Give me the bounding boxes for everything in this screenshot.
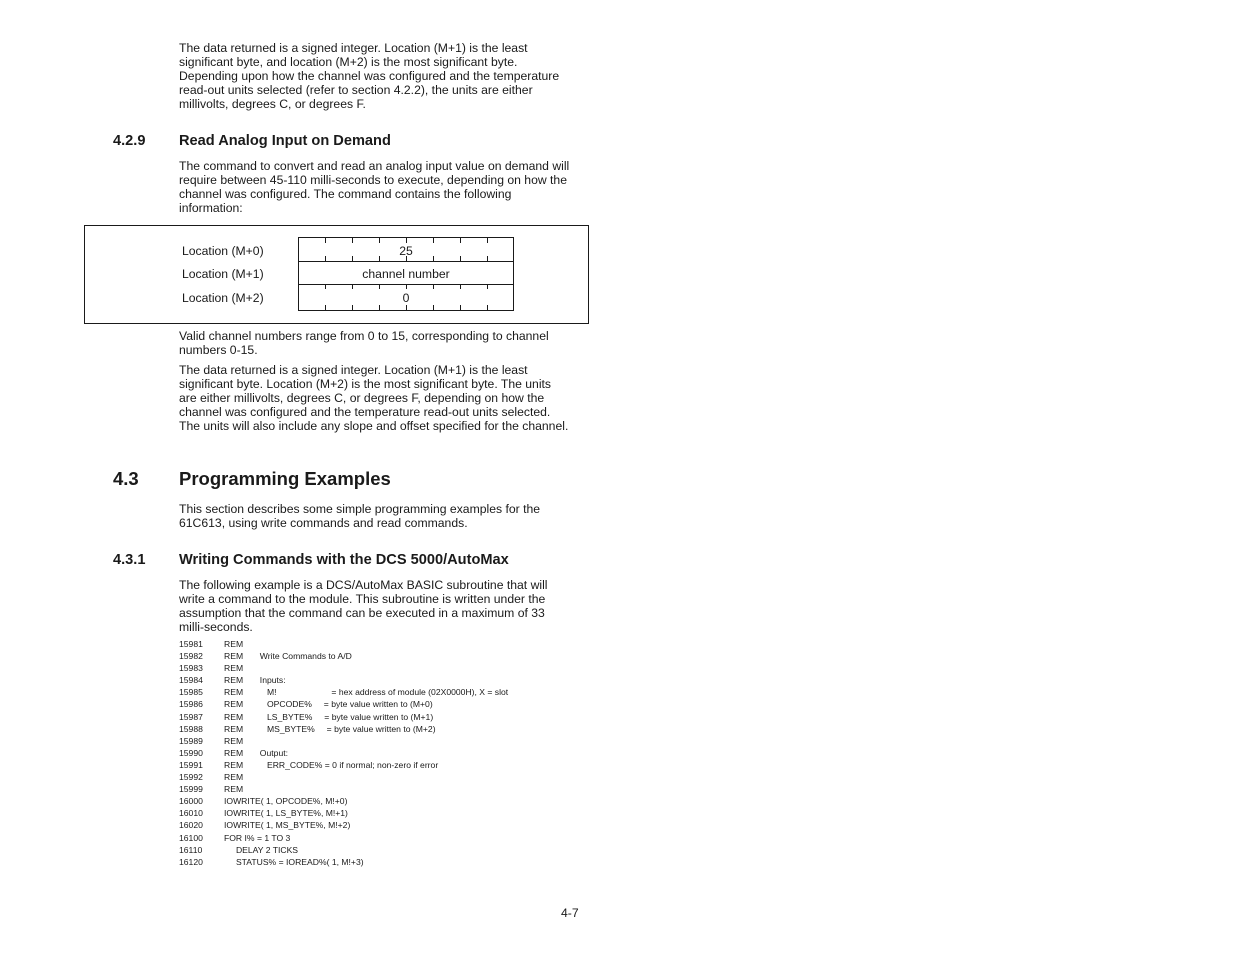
section-4-2-9-paragraph: The command to convert and read an analog input value on demand will require between 45-110 milli-seconds to execute, depending on how the channel was configured. The command contains the following information: — [179, 159, 570, 215]
bit-tick — [487, 284, 488, 289]
location-label-m1: Location (M+1) — [182, 267, 264, 281]
bit-tick — [352, 305, 353, 310]
bit-tick — [406, 238, 407, 243]
code-text: REM ERR_CODE% = 0 if normal; non-zero if error — [224, 759, 439, 770]
bit-tick — [433, 305, 434, 310]
line-number: 15987 — [179, 711, 203, 722]
bit-tick — [487, 238, 488, 243]
bit-tick — [379, 238, 380, 243]
line-number: 15988 — [179, 723, 203, 734]
code-text: STATUS% = IOREAD%( 1, M!+3) — [224, 856, 364, 867]
bit-tick — [460, 238, 461, 243]
bit-tick — [379, 305, 380, 310]
bit-tick — [325, 238, 326, 243]
bit-tick — [406, 305, 407, 310]
line-number: 15990 — [179, 747, 203, 758]
line-number: 15986 — [179, 699, 203, 710]
code-text: REM OPCODE% = byte value written to (M+0) — [224, 699, 433, 710]
code-text: REM — [224, 735, 244, 746]
location-label-m0: Location (M+0) — [182, 244, 264, 258]
line-number: 15989 — [179, 735, 203, 746]
bit-tick — [460, 284, 461, 289]
line-number: 16010 — [179, 808, 203, 819]
line-number: 15991 — [179, 759, 203, 770]
code-text: IOWRITE( 1, MS_BYTE%, M!+2) — [224, 820, 351, 831]
register-diagram — [298, 237, 514, 311]
command-figure — [84, 225, 589, 324]
location-label-m2: Location (M+2) — [182, 291, 264, 305]
line-number: 16110 — [179, 844, 203, 855]
intro-paragraph: The data returned is a signed integer. Location (M+1) is the least significant byte, and location (M+2) is the most significant byte. Depending upon how the channel was configured and the temperature read-out units selected (refer to section 4.2.2), the units are either millivolts, degrees C, or degrees F. — [179, 41, 560, 111]
code-text: FOR I% = 1 TO 3 — [224, 832, 291, 843]
code-text: REM Output: — [224, 747, 288, 758]
bit-tick — [352, 284, 353, 289]
line-number: 15983 — [179, 663, 203, 674]
line-number: 15981 — [179, 639, 203, 649]
line-number: 16000 — [179, 796, 203, 807]
section-4-3-paragraph: This section describes some simple programming examples for the 61C613, using write commands and read commands. — [179, 502, 541, 530]
line-number: 15999 — [179, 784, 203, 795]
code-text: REM — [224, 784, 244, 795]
code-text: REM — [224, 663, 244, 674]
section-4-3-1-paragraph: The following example is a DCS/AutoMax BASIC subroutine that will write a command to the module. This subroutine is written under the assumption that the command can be executed in a maximum of 33 milli-seconds. — [179, 578, 548, 634]
line-number: 15985 — [179, 687, 203, 698]
section-title-4-3: Programming Examples — [179, 468, 391, 489]
code-text: REM M! = hex address of module (02X0000H), X = slot — [224, 687, 509, 698]
bit-tick — [379, 284, 380, 289]
valid-channels-paragraph: Valid channel numbers range from 0 to 15, corresponding to channel numbers 0-15. — [179, 329, 549, 357]
code-text: IOWRITE( 1, OPCODE%, M!+0) — [224, 796, 348, 807]
code-text: REM MS_BYTE% = byte value written to (M+2) — [224, 723, 436, 734]
bit-tick — [433, 284, 434, 289]
line-number: 16100 — [179, 832, 203, 843]
line-number: 15992 — [179, 772, 203, 783]
bit-tick — [325, 305, 326, 310]
register-value-m0: 25 — [399, 244, 413, 258]
bit-tick — [406, 284, 407, 289]
section-number-4-2-9: 4.2.9 — [113, 133, 146, 149]
bit-tick — [487, 305, 488, 310]
line-number: 15984 — [179, 675, 203, 686]
code-text: DELAY 2 TICKS — [224, 844, 299, 855]
line-number: 15982 — [179, 651, 203, 662]
bit-tick — [352, 238, 353, 243]
data-returned-paragraph: The data returned is a signed integer. Location (M+1) is the least significant byte. Location (M+2) is the most significant byte. The units are either millivolts, degrees C, or degrees F, depending on how the channel was configured and the temperature read-out units selected. The units will also include any slope and offset specified for the channel. — [179, 363, 569, 433]
code-text: REM Inputs: — [224, 675, 286, 686]
register-divider — [299, 261, 513, 262]
section-title-4-2-9: Read Analog Input on Demand — [179, 133, 391, 149]
register-value-m2: 0 — [402, 291, 410, 305]
code-text: REM Write Commands to A/D — [224, 651, 352, 662]
bit-tick — [460, 305, 461, 310]
page-number: 4-7 — [561, 906, 579, 920]
code-text: REM — [224, 639, 244, 649]
section-title-4-3-1: Writing Commands with the DCS 5000/AutoMax — [179, 552, 509, 568]
line-number: 16120 — [179, 856, 203, 867]
bit-tick — [433, 238, 434, 243]
code-text: REM LS_BYTE% = byte value written to (M+1) — [224, 711, 434, 722]
code-text: REM — [224, 772, 244, 783]
code-text: IOWRITE( 1, LS_BYTE%, M!+1) — [224, 808, 348, 819]
register-value-m1: channel number — [362, 267, 450, 281]
section-number-4-3-1: 4.3.1 — [113, 552, 146, 568]
section-number-4-3: 4.3 — [113, 468, 139, 489]
bit-tick — [325, 284, 326, 289]
line-number: 16020 — [179, 820, 203, 831]
